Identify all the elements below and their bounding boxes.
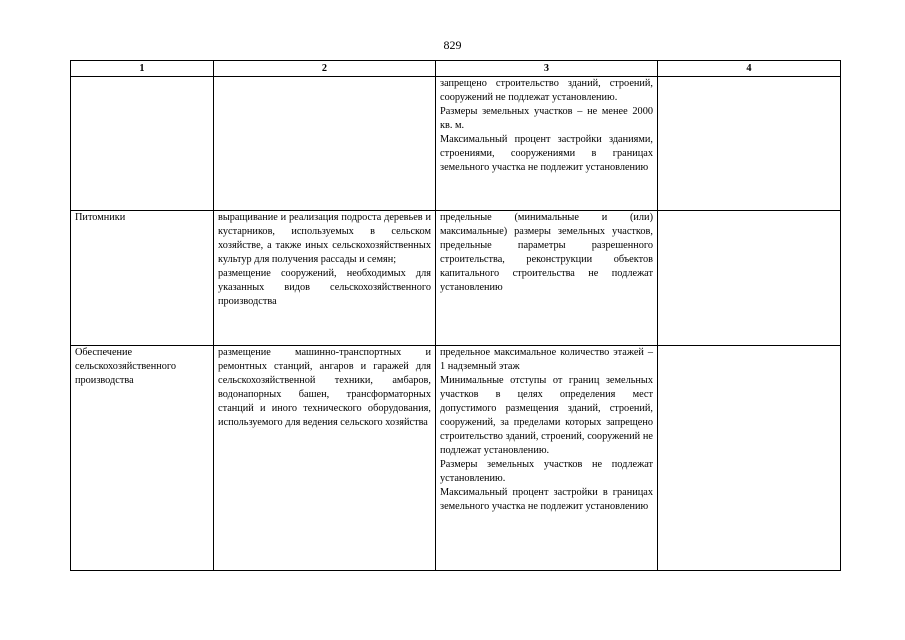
description-text: размещение машинно-транспортных и ремонтных станций, ангаров и гаражей для сельскохозяйственной техники, амбаров, водонапорных башен, трансформаторных станций и иного технического оборудования, используемого для ведения сельского хозяйства	[218, 347, 431, 428]
land-use-name: Обеспечение сельскохозяйственного производства	[75, 347, 176, 386]
column-header-4: 4	[658, 61, 841, 77]
parameter-text: предельные (минимальные и (или) максимальные) размеры земельных участков, предельные параметры разрешенного строительства, реконструкции объектов капитального строительства не подлежат установлению	[440, 212, 653, 293]
land-use-description-cell	[214, 211, 436, 346]
land-use-name-cell	[71, 346, 214, 571]
table-row	[71, 346, 841, 571]
land-use-description-cell	[214, 77, 436, 211]
description-text: выращивание и реализация подроста деревьев и кустарников, используемых в сельском хозяйстве, а также иных сельскохозяйственных культур для получения рассады и семян;	[218, 212, 431, 265]
description-text: размещение сооружений, необходимых для указанных видов сельскохозяйственного производства	[218, 268, 431, 307]
column-header-3: 3	[436, 61, 658, 77]
parameter-text: Минимальные отступы от границ земельных участков в целях определения мест допустимого размещения зданий, строений, сооружений, за пределами которых запрещено строительство зданий, строений, сооружений не подлежат установлению.	[440, 375, 653, 456]
parameter-text: Размеры земельных участков не подлежат установлению.	[440, 459, 653, 484]
land-use-description-cell	[214, 346, 436, 571]
column-header-1: 1	[71, 61, 214, 77]
parameter-text: Максимальный процент застройки зданиями, строениями, сооружениями в границах земельного участка не подлежит установлению	[440, 134, 653, 173]
land-use-name: Питомники	[75, 212, 126, 223]
parameters-cell	[436, 77, 658, 211]
parameter-text: предельное максимальное количество этажей – 1 надземный этаж	[440, 347, 653, 372]
table-row	[71, 211, 841, 346]
column-header-2: 2	[214, 61, 436, 77]
land-use-name-cell	[71, 77, 214, 211]
parameters-cell	[436, 211, 658, 346]
table-row	[71, 77, 841, 211]
notes-cell	[658, 77, 841, 211]
regulations-table	[70, 60, 841, 571]
page-number: 829	[443, 38, 462, 52]
parameter-text: Максимальный процент застройки в границах земельного участка не подлежит установлению	[440, 487, 653, 512]
land-use-name-cell	[71, 211, 214, 346]
parameter-text: Размеры земельных участков – не менее 2000 кв. м.	[440, 106, 653, 131]
notes-cell	[658, 211, 841, 346]
notes-cell	[658, 346, 841, 571]
parameters-cell	[436, 346, 658, 571]
parameter-text: запрещено строительство зданий, строений, сооружений не подлежат установлению.	[440, 78, 653, 103]
table-header-row	[71, 61, 841, 77]
